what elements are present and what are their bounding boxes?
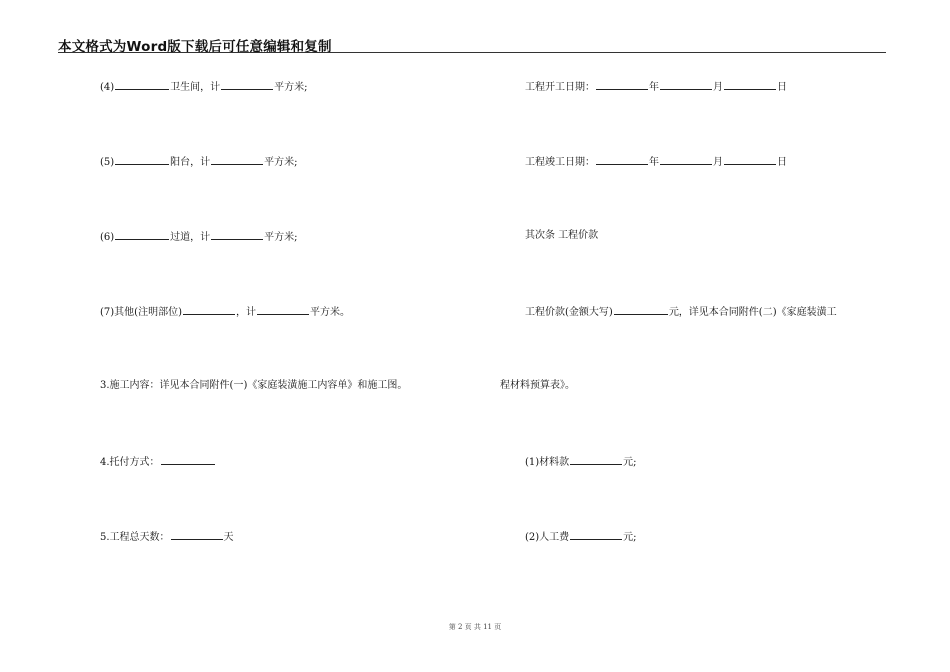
blank-field <box>660 80 712 90</box>
end-date-line <box>525 155 787 169</box>
date-unit: 年 <box>649 157 659 168</box>
blank-field <box>183 305 235 315</box>
item-label: (2)人工费 <box>525 532 570 543</box>
construction-content-line <box>100 380 407 392</box>
blank-field <box>596 155 648 165</box>
section-heading: 其次条 工程价款 <box>525 230 599 241</box>
item-number: (4) <box>100 82 115 93</box>
date-unit: 月 <box>713 82 723 93</box>
blank-field <box>596 80 648 90</box>
date-unit: 月 <box>713 157 723 168</box>
area-line-balcony <box>100 155 298 169</box>
item-unit: 平方米。 <box>309 307 350 318</box>
item-unit: 元; <box>623 457 637 468</box>
area-line-corridor <box>100 230 298 244</box>
blank-field <box>115 155 169 165</box>
material-cost-line <box>525 455 637 469</box>
blank-field <box>614 305 668 315</box>
item-label: 元，详见本合同附件(二)《家庭装潢工 <box>668 307 837 318</box>
section-heading-price <box>525 230 598 242</box>
blank-field <box>161 455 215 465</box>
item-label: 工程开工日期： <box>525 82 595 93</box>
item-label: 卫生间，计 <box>170 82 221 93</box>
paragraph-text: 程材料预算表》。 <box>500 380 575 391</box>
item-label: 工程价款(金额大写) <box>525 307 613 318</box>
blank-field <box>211 230 263 240</box>
item-label: 工程竣工日期： <box>525 157 595 168</box>
item-unit: 元; <box>623 532 637 543</box>
blank-field <box>570 455 622 465</box>
blank-field <box>570 530 622 540</box>
date-unit: 日 <box>777 157 787 168</box>
item-unit: 平方米; <box>274 82 308 93</box>
area-line-bathroom <box>100 80 308 94</box>
price-amount-continuation <box>500 380 575 392</box>
header-rule <box>58 52 886 53</box>
date-unit: 年 <box>649 82 659 93</box>
payment-method-line <box>100 455 216 469</box>
start-date-line <box>525 80 787 94</box>
total-days-line <box>100 530 234 544</box>
area-line-other <box>100 305 350 319</box>
item-label: (7)其他(注明部位) <box>100 307 182 318</box>
blank-field <box>115 230 169 240</box>
page-number-footer: 第 2 页 共 11 页 <box>448 623 502 631</box>
item-unit: 天 <box>223 532 234 543</box>
item-unit: 平方米; <box>264 157 298 168</box>
blank-field <box>724 80 776 90</box>
blank-field <box>660 155 712 165</box>
blank-field <box>171 530 223 540</box>
item-unit: 平方米; <box>264 232 298 243</box>
price-amount-line <box>525 305 837 319</box>
blank-field <box>257 305 309 315</box>
item-label: 5.工程总天数： <box>100 532 170 543</box>
document-header: 本文格式为Word版下载后可任意编辑和复制 <box>58 39 332 55</box>
item-label: (1)材料款 <box>525 457 570 468</box>
blank-field <box>221 80 273 90</box>
item-number: (5) <box>100 157 115 168</box>
blank-field <box>115 80 169 90</box>
item-label: 4.托付方式： <box>100 457 160 468</box>
paragraph-text: 3.施工内容：详见本合同附件(一)《家庭装潢施工内容单》和施工图。 <box>100 380 408 391</box>
labor-cost-line <box>525 530 637 544</box>
item-label: ，计 <box>235 307 256 318</box>
blank-field <box>724 155 776 165</box>
item-label: 阳台，计 <box>170 157 211 168</box>
item-label: 过道，计 <box>170 232 211 243</box>
blank-field <box>211 155 263 165</box>
item-number: (6) <box>100 232 115 243</box>
date-unit: 日 <box>777 82 787 93</box>
